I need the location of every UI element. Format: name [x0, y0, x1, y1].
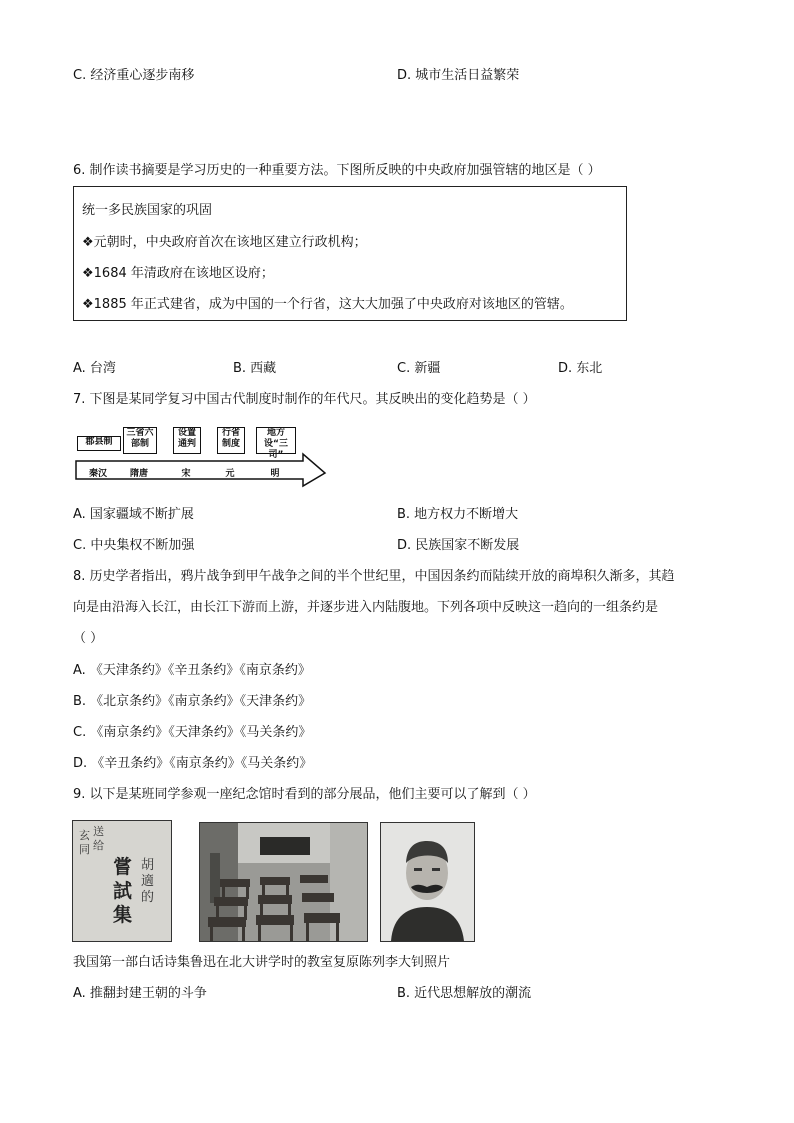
option-a: A. 推翻封建王朝的斗争: [73, 986, 207, 1001]
option-d: D. 东北: [558, 361, 603, 376]
summary-item: ❖元朝时，中央政府首次在该地区建立行政机构；: [82, 235, 367, 250]
option-c: C. 经济重心逐步南移: [73, 68, 195, 83]
portrait-photo: [380, 822, 475, 942]
book-text: 適: [141, 874, 155, 889]
timeline-period: 宋: [181, 469, 191, 479]
reading-summary-box: [73, 186, 627, 321]
option-d: D. 城市生活日益繁荣: [397, 68, 520, 83]
book-text: 試: [113, 880, 133, 902]
book-text: 同: [79, 843, 90, 856]
option-c: C. 新疆: [397, 361, 441, 376]
question-7-stem: 7. 下图是某同学复习中国古代制度时制作的年代尺。其反映出的变化趋势是（ ）: [73, 392, 536, 407]
book-text: 集: [113, 904, 133, 926]
option-a: A. 国家疆域不断扩展: [73, 507, 194, 522]
option-a: A. 台湾: [73, 361, 116, 376]
question-9-stem: 9. 以下是某班同学参观一座纪念馆时看到的部分展品，他们主要可以了解到（ ）: [73, 787, 536, 802]
timeline-box: 三省六部制: [123, 427, 157, 454]
timeline-period: 隋唐: [129, 469, 148, 479]
exhibit-caption: 我国第一部白话诗集鲁迅在北大讲学时的教室复原陈列李大钊照片: [73, 955, 451, 970]
question-8-stem: 8. 历史学者指出，鸦片战争到甲午战争之间的半个世纪里，中国因条约而陆续开放的商埠积久渐多，其趋: [73, 569, 675, 584]
option-b: B. 近代思想解放的潮流: [397, 986, 532, 1001]
option-d: D. 《辛丑条约》《南京条约》《马关条约》: [73, 756, 313, 771]
timeline-box: 郡县制: [77, 436, 121, 451]
option-c: C. 《南京条约》《天津条约》《马关条约》: [73, 725, 312, 740]
book-cover-photo: [72, 820, 172, 942]
option-d: D. 民族国家不断发展: [397, 538, 520, 553]
book-text: 给: [93, 839, 104, 852]
question-8-stem: 向是由沿海入长江，由长江下游而上游，并逐步进入内陆腹地。下列各项中反映这一趋向的一组条约是: [73, 600, 659, 615]
timeline-box: 设置通判: [173, 427, 201, 454]
question-6-stem: 6. 制作读书摘要是学习历史的一种重要方法。下图所反映的中央政府加强管辖的地区是（ ）: [73, 163, 601, 178]
timeline-period: 元: [225, 469, 235, 479]
option-b: B. 西藏: [233, 361, 277, 376]
book-text: 玄: [79, 829, 90, 842]
timeline-period: 明: [270, 469, 280, 479]
option-b: B. 《北京条约》《南京条约》《天津条约》: [73, 694, 312, 709]
summary-item: ❖1684 年清政府在该地区设府；: [82, 266, 274, 281]
book-text: 胡: [141, 858, 155, 873]
summary-item: ❖1885 年正式建省，成为中国的一个行省，这大大加强了中央政府对该地区的管辖。: [82, 297, 573, 312]
portrait-image: [381, 823, 474, 941]
classroom-photo: [199, 822, 368, 942]
book-text: 的: [141, 890, 155, 905]
timeline-chart: [75, 426, 327, 492]
book-text: 嘗: [113, 856, 133, 878]
timeline-period: 秦汉: [88, 469, 107, 479]
book-text: 送: [93, 825, 104, 838]
timeline-box: 行省制度: [217, 427, 245, 454]
classroom-scene: [200, 823, 367, 941]
option-c: C. 中央集权不断加强: [73, 538, 195, 553]
question-8-stem: （ ）: [73, 631, 104, 646]
timeline-box: 地方设“三司”: [256, 427, 296, 454]
option-a: A. 《天津条约》《辛丑条约》《南京条约》: [73, 663, 311, 678]
summary-title: 统一多民族国家的巩固: [82, 203, 213, 218]
option-b: B. 地方权力不断增大: [397, 507, 519, 522]
book-cover-art: [73, 821, 171, 941]
